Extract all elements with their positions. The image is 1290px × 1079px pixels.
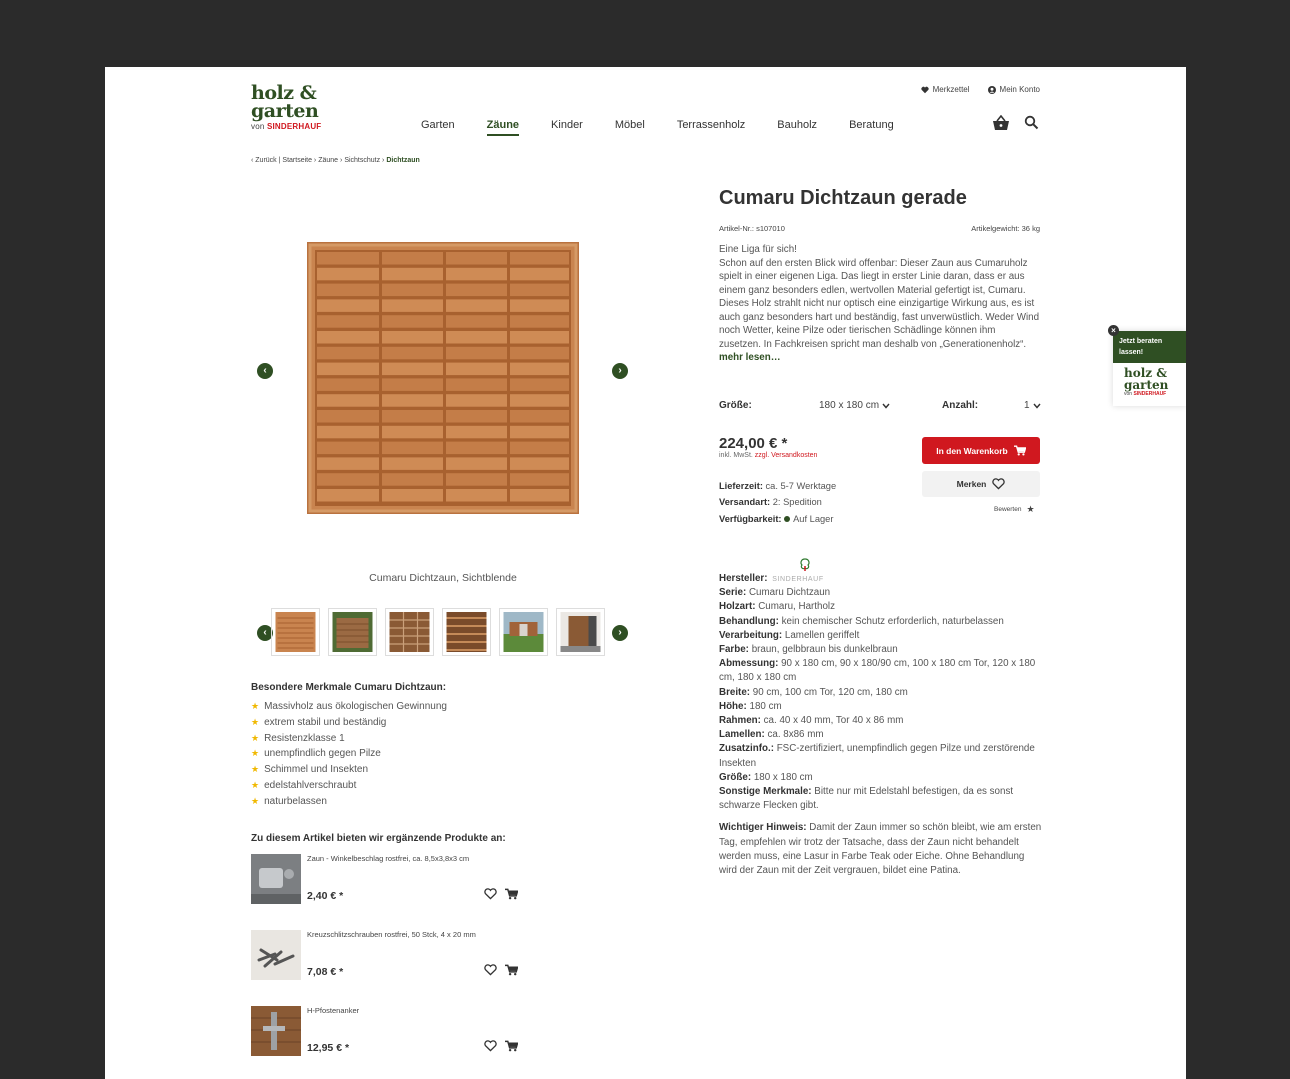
thumbs-prev-button[interactable]: ‹ [257, 625, 273, 641]
product-description [719, 243, 1040, 365]
breadcrumb-item[interactable]: Zäune [318, 157, 339, 164]
qty-label: Anzahl: [942, 400, 979, 411]
nav-kinder[interactable]: Kinder [551, 119, 583, 131]
spec-row: Behandlung: kein chemischer Schutz erforderlich, naturbelassen [719, 615, 1004, 627]
spec-row: Höhe: 180 cm [719, 700, 782, 712]
tree-icon [798, 558, 812, 572]
breadcrumb-item[interactable]: Startseite [282, 157, 312, 164]
main-nav [421, 119, 926, 136]
spec-row: Lamellen: ca. 8x86 mm [719, 729, 824, 741]
feature-item: ★ edelstahlverschraubt [251, 779, 357, 791]
related-item [251, 930, 631, 1006]
article-weight: Artikelgewicht: 36 kg [971, 224, 1040, 233]
qty-select[interactable]: 1 [1024, 400, 1041, 411]
spec-row: Rahmen: ca. 40 x 40 mm, Tor 40 x 86 mm [719, 715, 904, 727]
spec-row: Abmessung: 90 x 180 cm, 90 x 180/90 cm, 100 x 180 cm Tor, 120 x 180 cm, 180 x 180 cm [719, 658, 1036, 684]
spec-row: Verarbeitung: Lamellen geriffelt [719, 629, 860, 641]
advice-widget[interactable] [1113, 331, 1186, 406]
product-image[interactable] [307, 242, 579, 514]
description-text: Schon auf den ersten Blick wird offenbar: Dieser Zaun aus Cumaruholz spielt in einer eigenen Liga. Das liegt in erster Linie daran, dass er aus einem ganz besonders edlen, wertvollen Material gefertigt ist, Cumaru. Dieses Holz strahlt nicht nur optisch eine einzigartige Wirkung aus, es ist auch ganz besonders hart und beständig, fast unverwüstlich. Weder Wind noch Wetter, keine Pilze oder tierischen Schädlinge können ihm zusetzen. In Fachkreisen spricht man deshalb von „Generationenholz“. [719, 257, 1040, 350]
spec-row: Zusatzinfo.: FSC-zertifiziert, unempfindlich gegen Pilze und zerstörende Insekten [719, 743, 1035, 769]
product-meta [719, 224, 1040, 233]
page [105, 67, 1186, 1079]
availability: Verfügbarkeit: Auf Lager [719, 513, 834, 524]
star-icon: ★ [251, 779, 260, 790]
gallery-next-button[interactable]: › [612, 363, 628, 379]
status-dot [784, 516, 790, 522]
feature-item: ★ Massivholz aus ökologischen Gewinnung [251, 701, 447, 712]
account-link[interactable]: Mein Konto [988, 85, 1040, 94]
image-caption: Cumaru Dichtzaun, Sichtblende [369, 572, 517, 584]
thumbnail[interactable] [385, 608, 434, 656]
shipping-link[interactable]: zzgl. Versandkosten [754, 452, 818, 459]
cart-icon[interactable] [505, 964, 518, 976]
wishlist-link[interactable]: Merkzettel [921, 85, 970, 94]
spec-row: Serie: Cumaru Dichtzaun [719, 587, 831, 599]
related-name[interactable]: H-Pfostenanker [307, 1006, 360, 1015]
features-section [251, 682, 631, 810]
nav-zaeune[interactable]: Zäune [487, 119, 519, 136]
chevron-down-icon [882, 403, 890, 409]
basket-icon[interactable] [992, 115, 1010, 131]
features-list [251, 699, 631, 810]
logo-line1: holz & [251, 82, 317, 104]
feature-item: ★ Resistenzklasse 1 [251, 732, 345, 744]
breadcrumb: ‹ Zurück | Startseite › Zäune › Sichtschutz › Dichtzaun [251, 157, 420, 164]
breadcrumb-item[interactable]: Sichtschutz [344, 157, 381, 164]
chevron-down-icon [1033, 403, 1041, 409]
spec-row: Holzart: Cumaru, Hartholz [719, 601, 835, 613]
rate-link[interactable]: Bewerten ★ [994, 504, 1035, 514]
related-price: 7,08 € * [307, 966, 344, 978]
logo-sub: von SINDERHAUF [251, 122, 322, 131]
related-name[interactable]: Kreuzschlitzschrauben rostfrei, 50 Stck, 4 x 20 mm [307, 930, 476, 939]
feature-item: ★ extrem stabil und beständig [251, 716, 387, 728]
star-icon: ★ [251, 732, 260, 743]
advice-widget-text: Jetzt beraten lassen! [1113, 331, 1186, 363]
cart-icon [1014, 445, 1026, 456]
related-image[interactable] [251, 1006, 301, 1056]
heart-icon [992, 478, 1005, 490]
thumbnail[interactable] [499, 608, 548, 656]
heart-icon [921, 86, 929, 94]
star-icon: ★ [251, 795, 260, 806]
spec-row: Größe: 180 x 180 cm [719, 771, 813, 783]
thumbnail-strip [271, 608, 614, 660]
heart-icon[interactable] [484, 888, 497, 900]
gallery-prev-button[interactable]: ‹ [257, 363, 273, 379]
star-icon: ★ [251, 716, 260, 727]
spec-row: Breite: 90 cm, 100 cm Tor, 120 cm, 180 cm [719, 686, 908, 698]
thumbnail[interactable] [556, 608, 605, 656]
related-title: Zu diesem Artikel bieten wir ergänzende Produkte an: [251, 833, 506, 844]
product-title: Cumaru Dichtzaun gerade [719, 187, 967, 209]
logo-line2: garten [251, 100, 319, 122]
spec-list [719, 586, 1044, 813]
star-icon: ★ [251, 701, 260, 711]
thumbs-next-button[interactable]: › [612, 625, 628, 641]
advice-widget-close-button[interactable]: × [1108, 325, 1119, 336]
related-name[interactable]: Zaun - Winkelbeschlag rostfrei, ca. 8,5x3,8x3 cm [307, 854, 470, 863]
delivery-info [719, 478, 836, 527]
important-hint: Wichtiger Hinweis: Damit der Zaun immer so schön bleibt, wie am ersten Tag, empfehlen wir trotz der Tatsache, dass der Zaun nicht behandelt werden muss, eine Lasur in Farbe Teak oder Eiche. Ohne Behandlung wird der Zaun mit der Zeit vergrauen, bildet eine Patina. [719, 822, 1042, 877]
delivery-time: Lieferzeit: ca. 5-7 Werktage [719, 481, 837, 491]
feature-item: ★ naturbelassen [251, 795, 327, 807]
related-price: 2,40 € * [307, 890, 344, 902]
wishlist-button[interactable]: Merken [922, 471, 1040, 497]
shipping-type: Versandart: 2: Spedition [719, 497, 822, 508]
product-options [719, 400, 1040, 416]
spec-row: Sonstige Merkmale: Bitte nur mit Edelstahl befestigen, da es sonst schwarze Flecken gibt. [719, 786, 1014, 812]
tax-note: inkl. MwSt. zzgl. Versandkosten [719, 452, 818, 459]
manufacturer-logo: SINDERHAUF [770, 572, 828, 584]
heart-icon[interactable] [484, 964, 497, 976]
feature-item: ★ Schimmel und Insekten [251, 764, 369, 776]
star-icon: ★ [1026, 504, 1035, 514]
related-price: 12,95 € * [307, 1042, 350, 1054]
read-more-link[interactable]: mehr lesen… [719, 352, 781, 363]
star-icon: ★ [251, 748, 260, 759]
description-head: Eine Liga für sich! [719, 244, 797, 255]
search-icon[interactable] [1024, 115, 1039, 130]
thumbnail[interactable] [328, 608, 377, 656]
add-to-cart-button[interactable]: In den Warenkorb [922, 437, 1040, 464]
star-icon: ★ [251, 764, 260, 775]
spec-row: Farbe: braun, gelbbraun bis dunkelbraun [719, 644, 898, 656]
brand-logo[interactable] [251, 84, 341, 131]
related-image[interactable] [251, 854, 301, 904]
breadcrumb-current: Dichtzaun [386, 157, 420, 164]
product-price: 224,00 € * [719, 435, 788, 452]
feature-item: ★ unempfindlich gegen Pilze [251, 748, 381, 760]
header-icons [992, 115, 1039, 131]
cart-icon[interactable] [505, 888, 518, 900]
related-image[interactable] [251, 930, 301, 980]
related-item [251, 854, 631, 930]
cart-icon[interactable] [505, 1040, 518, 1052]
article-number: Artikel-Nr.: s107010 [719, 224, 785, 233]
features-title: Besondere Merkmale Cumaru Dichtzaun: [251, 682, 447, 693]
size-label: Größe: [719, 400, 752, 411]
spec-row: Hersteller: SINDERHAUF [719, 572, 1044, 586]
related-item [251, 1006, 631, 1079]
related-products [251, 833, 631, 1079]
top-links [921, 85, 1040, 94]
nav-beratung[interactable]: Beratung [849, 119, 894, 131]
thumbnail[interactable] [271, 608, 320, 656]
nav-moebel[interactable]: Möbel [614, 119, 645, 131]
advice-widget-logo: holz & garten von SINDERHAUF [1124, 366, 1169, 397]
nav-bauholz[interactable]: Bauholz [777, 119, 818, 131]
user-icon [988, 86, 996, 94]
thumbnail[interactable] [442, 608, 491, 656]
product-specs [719, 572, 1044, 878]
size-select[interactable]: 180 x 180 cm [819, 400, 890, 411]
breadcrumb-back[interactable]: ‹ Zurück [251, 157, 277, 164]
nav-garten[interactable]: Garten [421, 119, 455, 131]
heart-icon[interactable] [484, 1040, 497, 1052]
nav-terrassenholz[interactable]: Terrassenholz [676, 119, 746, 131]
